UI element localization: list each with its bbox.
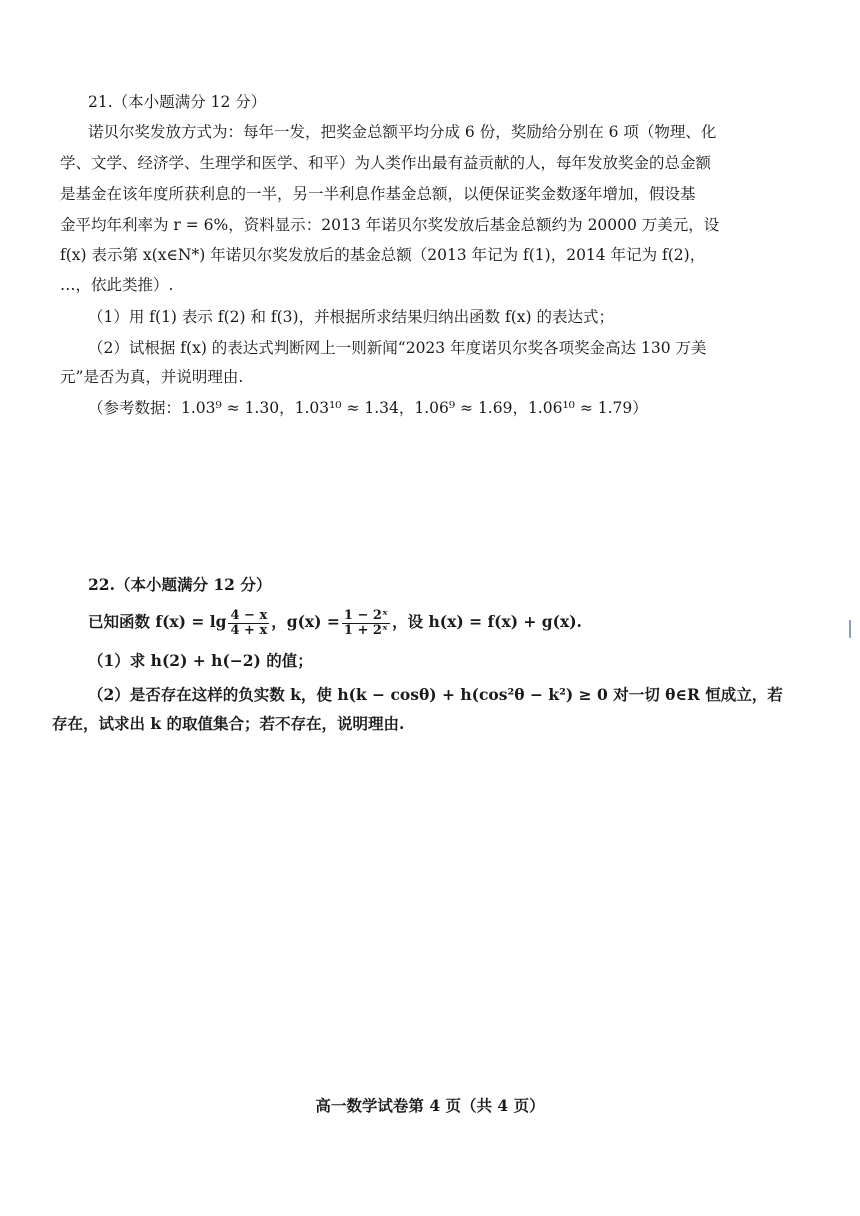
q21-line-6: …，依此类推）. (60, 276, 174, 294)
q21-line-3: 是基金在该年度所获利息的一半，另一半利息作基金总额，以便保证奖金数逐年增加，假设基 (60, 185, 696, 203)
q21-part-1: （1）用 f(1) 表示 f(2) 和 f(3)，并根据所求结果归纳出函数 f(x) 的表达式； (88, 308, 615, 326)
q21-line-4: 金平均年利率为 r = 6%，资料显示：2013 年诺贝尔奖发放后基金总额约为 20000 万美元，设 (60, 216, 720, 234)
q22-part-2-line-1: （2）是否存在这样的负实数 k，使 h(k − cosθ) + h(cos²θ − k²) ≥ 0 对一切 θ∈R 恒成立，若 (88, 685, 783, 704)
fraction-f-numerator: 4 − x (230, 607, 268, 623)
q22-part-1: （1）求 h(2) + h(−2) 的值； (88, 651, 313, 670)
fraction-g (342, 609, 390, 638)
q22-given-suffix: ，设 h(x) = f(x) + g(x). (392, 612, 582, 631)
q21-header: 21.（本小题满分 12 分） (88, 93, 267, 111)
q22-given-mid: ，g(x) = (271, 612, 340, 631)
q22-part-2-line-2: 存在，试求出 k 的取值集合；若不存在，说明理由. (52, 714, 405, 733)
q21-line-1: 诺贝尔奖发放方式为：每年一发，把奖金总额平均分成 6 份，奖励给分别在 6 项（物理、化 (88, 123, 717, 141)
q22-header: 22.（本小题满分 12 分） (88, 575, 272, 594)
q22-given-prefix: 已知函数 f(x) = lg (88, 612, 227, 631)
fraction-f (228, 609, 269, 638)
q21-part-2-line-1: （2）试根据 f(x) 的表达式判断网上一则新闻“2023 年度诺贝尔奖各项奖金高达 130 万美 (88, 339, 707, 357)
fraction-g-numerator: 1 − 2ˣ (343, 607, 389, 623)
q22-given-functions (88, 604, 582, 640)
q21-part-2-line-2: 元”是否为真，并说明理由. (60, 368, 244, 386)
page-footer: 高一数学试卷第 4 页（共 4 页） (315, 1096, 545, 1115)
q21-line-5: f(x) 表示第 x(x∈N*) 年诺贝尔奖发放后的基金总额（2013 年记为 f(1)，2014 年记为 f(2)， (60, 246, 706, 264)
q21-line-2: 学、文学、经济学、生理学和医学、和平）为人类作出最有益贡献的人，每年发放奖金的总金额 (60, 154, 712, 172)
q21-reference-data: （参考数据：1.03⁹ ≈ 1.30，1.03¹⁰ ≈ 1.34，1.06⁹ ≈ 1.69，1.06¹⁰ ≈ 1.79） (88, 399, 648, 417)
fraction-g-denominator: 1 + 2ˣ (343, 622, 389, 638)
fraction-f-denominator: 4 + x (230, 622, 268, 638)
scan-edge-mark (849, 620, 851, 638)
